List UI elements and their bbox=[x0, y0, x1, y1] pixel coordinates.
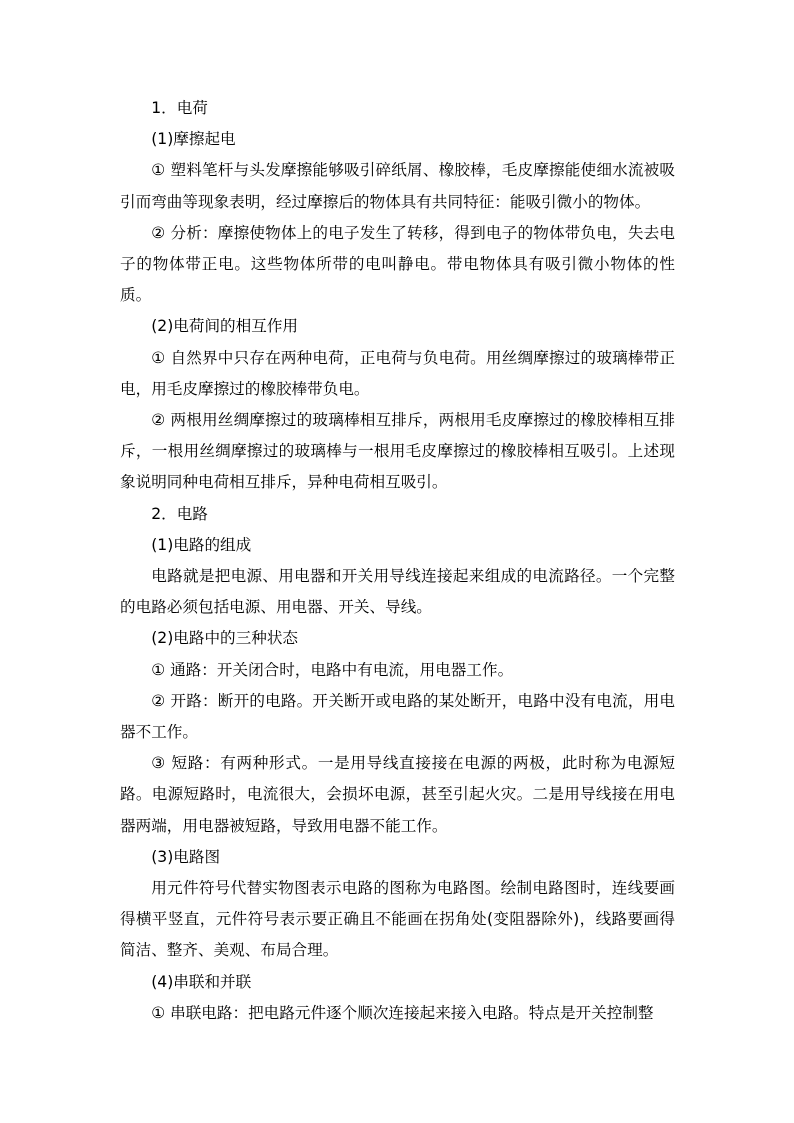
paragraph: 用元件符号代替实物图表示电路的图称为电路图。绘制电路图时，连线要画得横平竖直，元件符号表示要正确且不能画在拐角处(变阻器除外)，线路要画得简洁、整齐、美观、布局合理。 bbox=[120, 879, 675, 960]
subheading-circuit-states: (2)电路中的三种状态 bbox=[151, 629, 299, 648]
paragraph: ① 串联电路：把电路元件逐个顺次连接起来接入电路。特点是开关控制整 bbox=[151, 1003, 654, 1022]
paragraph: ② 两根用丝绸摩擦过的玻璃棒相互排斥，两根用毛皮摩擦过的橡胶棒相互排斥，一根用丝绸摩擦过的玻璃棒与一根用毛皮摩擦过的橡胶棒相互吸引。上述现象说明同种电荷相互排斥，异种电荷相互吸引。 bbox=[120, 411, 675, 492]
subheading-circuit-composition: (1)电路的组成 bbox=[151, 535, 252, 554]
paragraph: ③ 短路：有两种形式。一是用导线直接接在电源的两极，此时称为电源短路。电源短路时，电流很大，会损坏电源，甚至引起火灾。二是用导线接在用电器两端，用电器被短路，导致用电器不能工作。 bbox=[120, 754, 675, 835]
subheading-charge-interaction: (2)电荷间的相互作用 bbox=[151, 317, 299, 336]
subheading-series-parallel: (4)串联和并联 bbox=[151, 972, 252, 991]
paragraph: ② 开路：断开的电路。开关断开或电路的某处断开，电路中没有电流，用电器不工作。 bbox=[120, 691, 675, 742]
paragraph: ① 塑料笔杆与头发摩擦能够吸引碎纸屑、橡胶棒，毛皮摩擦能使细水流被吸引而弯曲等现象表明，经过摩擦后的物体具有共同特征：能吸引微小的物体。 bbox=[120, 161, 675, 211]
subheading-circuit-diagram: (3)电路图 bbox=[151, 847, 221, 866]
section-heading-charge: 1．电荷 bbox=[151, 99, 208, 117]
subheading-friction-electrification: (1)摩擦起电 bbox=[151, 130, 236, 149]
document-body bbox=[120, 93, 675, 1029]
paragraph: ① 自然界中只存在两种电荷，正电荷与负电荷。用丝绸摩擦过的玻璃棒带正电，用毛皮摩擦过的橡胶棒带负电。 bbox=[120, 348, 675, 398]
section-heading-circuit: 2．电路 bbox=[151, 504, 208, 523]
paragraph: ① 通路：开关闭合时，电路中有电流，用电器工作。 bbox=[151, 660, 514, 679]
paragraph: ② 分析：摩擦使物体上的电子发生了转移，得到电子的物体带负电，失去电子的物体带正电。这些物体所带的电叫静电。带电物体具有吸引微小物体的性质。 bbox=[120, 223, 675, 305]
paragraph: 电路就是把电源、用电器和开关用导线连接起来组成的电流路径。一个完整的电路必须包括电源、用电器、开关、导线。 bbox=[120, 567, 675, 617]
